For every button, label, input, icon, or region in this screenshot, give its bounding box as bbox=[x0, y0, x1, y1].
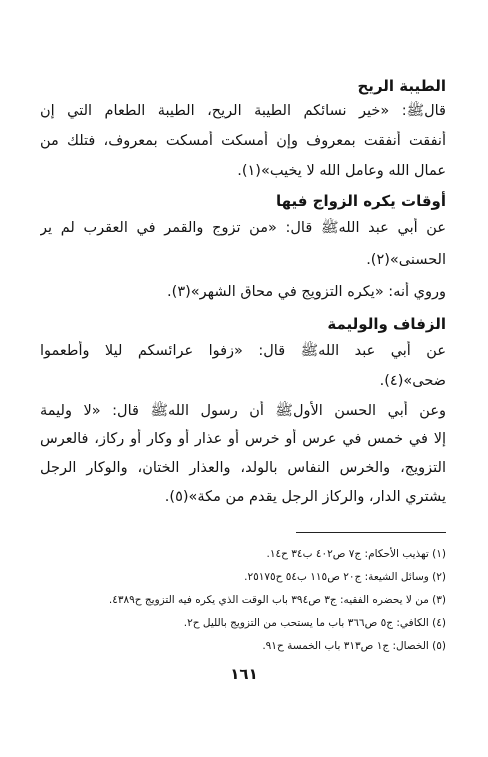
footnote-item: (٤) الكافي: ج٥ ص٣٦٦ باب ما يستحب من التزويج بالليل ح٢. bbox=[183, 617, 446, 629]
footnote-item: (٥) الخصال: ج١ ص٣١٣ باب الخمسة ح٩١. bbox=[262, 640, 446, 652]
hadith-text-line: أنفقت أنفقت بمعروف وإن أمسكت أمسكت بمعروف، فتلك من bbox=[40, 133, 446, 149]
footnote-separator bbox=[296, 532, 446, 533]
section-heading-wedding-feast: الزفاف والوليمة bbox=[327, 315, 446, 333]
footnote-item: (١) تهذيب الأحكام: ج٧ ص٤٠٢ ب٣٤ ح١٤. bbox=[266, 548, 446, 560]
section-heading-disliked-times: أوقات يكره الزواج فيها bbox=[275, 192, 446, 210]
hadith-text-line: التزويج، والخرس النفاس بالولد، والعذار الختان، والوكار الرجل bbox=[40, 460, 446, 476]
footnote-item: (٣) من لا يحضره الفقيه: ج٣ ص٣٩٤ باب الوقت الذي يكره فيه التزويج ح٤٣٨٩. bbox=[108, 594, 446, 606]
hadith-text-line: عمال الله وعامل الله لا يخيب»(١). bbox=[237, 163, 446, 179]
narration-text-line: وروي أنه: «يكره التزويج في محاق الشهر»(٣). bbox=[167, 284, 446, 300]
footnote-item: (٢) وسائل الشيعة: ج٢٠ ص١١٥ ب٥٤ ح٢٥١٧٥. bbox=[244, 571, 446, 583]
hadith-text-line: وعن أبي الحسن الأولﷺ أن رسول اللهﷺ قال: «لا وليمة bbox=[40, 403, 446, 419]
hadith-text-line: ضحى»(٤). bbox=[379, 373, 446, 389]
hadith-text-line: عن أبي عبد اللهﷺ قال: «من تزوج والقمر في العقرب لم ير bbox=[40, 220, 446, 236]
hadith-text-line: الحسنى»(٢). bbox=[366, 252, 446, 268]
hadith-text-line: عن أبي عبد اللهﷺ قال: «زفوا عرائسكم ليلا وأطعموا bbox=[40, 343, 446, 359]
hadith-text-line: يشتري الدار، والركاز الرجل يقدم من مكة»(٥). bbox=[164, 489, 446, 505]
hadith-text-line: قالﷺ: «خير نسائكم الطيبة الريح، الطيبة الطعام التي إن bbox=[40, 103, 446, 119]
hadith-text-line: إلا في خمس في عرس أو خرس أو عذار أو وكار أو ركاز، فالعرس bbox=[40, 431, 446, 447]
page-number: ١٦١ bbox=[230, 665, 258, 683]
section-heading-fragrance: الطيبة الريح bbox=[357, 77, 446, 95]
